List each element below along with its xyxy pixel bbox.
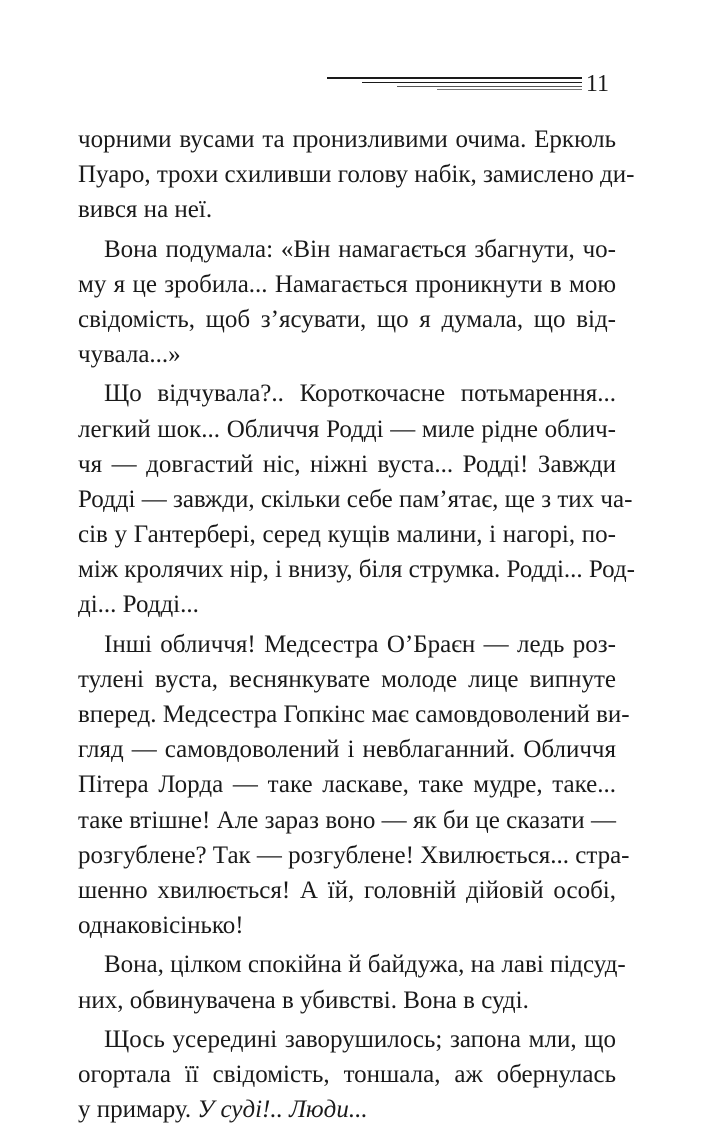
text-line: чя — довгастий ніс, ніжні вуста... Родді! Завжди: [78, 450, 616, 478]
text-line: легкий шок... Обличчя Родді — миле рідне облич-: [78, 415, 616, 443]
text-line: гляд — самовдоволений і невблаганний. Обличчя: [78, 736, 616, 764]
paragraph: [78, 627, 630, 944]
text-line: свідомість, щоб з’ясувати, що я думала, що від-: [78, 305, 616, 333]
paragraph: [78, 122, 635, 228]
paragraph: [78, 1022, 616, 1127]
text-line: сів у Гантербері, серед кущів малини, і нагорі, по-: [78, 521, 616, 549]
text-line: тулені вуста, веснянкувате молоде лице випнуте: [78, 665, 616, 693]
text-line: ді... Родді...: [78, 591, 199, 619]
header-rule: [362, 82, 582, 83]
paragraph: [78, 232, 616, 373]
text-line: Вона, цілком спокійна й байдужа, на лаві підсуд-: [104, 951, 626, 979]
text-line: Родді — завжди, скільки себе пам’ятає, ще з тих ча-: [78, 485, 633, 513]
text-line: огортала її свідомість, тоншала, аж обернулась: [78, 1060, 616, 1088]
text-line: чувала...»: [78, 341, 181, 369]
paragraph: [78, 376, 636, 622]
header-rule: [437, 89, 582, 90]
text-line: чорними вусами та пронизливими очима. Еркюль: [78, 126, 616, 153]
text-line: Пітера Лорда — таке ласкаве, таке мудре, таке...: [78, 771, 616, 799]
text-line: [78, 1092, 616, 1127]
italic-text-segment: У суді!.. Люди...: [197, 1096, 368, 1124]
text-line: Вона подумала: «Він намагається збагнути, чо-: [104, 235, 616, 263]
text-line: Що відчувала?.. Короткочасне потьмарення...: [104, 380, 616, 408]
text-segment: у примару.: [78, 1096, 198, 1124]
running-header: [327, 68, 617, 98]
text-line: Щось усередині заворушилось; запона мли, що: [104, 1025, 616, 1053]
text-line: між кролячих нір, і внизу, біля струмка. Родді... Род-: [78, 556, 636, 584]
text-line: однаковісінько!: [78, 912, 244, 940]
text-line: шенно хвилюється! А їй, головній дійовій особі,: [78, 876, 616, 904]
paragraph: [78, 947, 626, 1017]
text-line: них, обвинувачена в убивстві. Вона в суді.: [78, 986, 529, 1014]
text-line: вперед. Медсестра Гопкінс має самовдоволений ви-: [78, 701, 630, 728]
text-line: таке втішне! Але зараз воно — як би це сказати —: [78, 806, 616, 834]
header-rule: [327, 77, 582, 79]
body-text: [78, 122, 636, 1127]
text-line: му я це зробила... Намагається проникнути в мою: [78, 270, 616, 298]
header-rule: [397, 86, 582, 87]
page-number: 11: [585, 71, 609, 97]
text-line: Інші обличчя! Медсестра О’Браєн — ледь роз-: [104, 630, 616, 658]
text-line: Пуаро, трохи схиливши голову набік, замислено ди-: [78, 161, 635, 189]
text-line: вився на неї.: [78, 196, 213, 224]
text-line: розгублене? Так — розгублене! Хвилюється... стра-: [78, 841, 630, 869]
